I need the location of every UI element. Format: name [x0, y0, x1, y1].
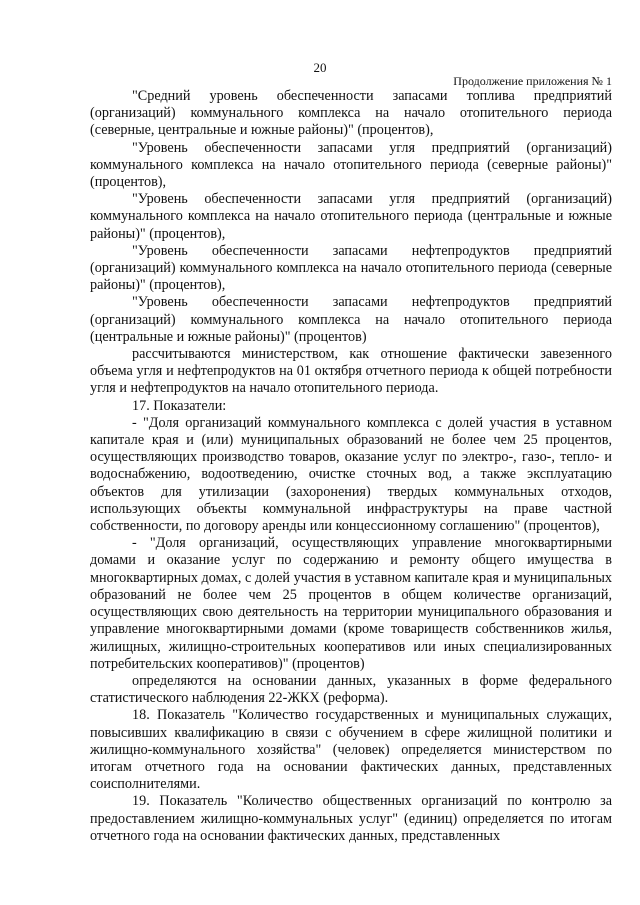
paragraph: "Средний уровень обеспеченности запасами топлива предприятий (организаций) коммунального комплекса на начало отопительного периода (северные, центральные и южные районы)" (процентов),	[90, 88, 612, 139]
paragraph: 18. Показатель "Количество государственных и муниципальных служащих, повысивших квалификацию в связи с обучением в сфере жилищной политики и жилищно-коммунального хозяйства" (человек) определяется министерством по итогам отчетного года на основании фактических данных, представленных соисполнителями.	[90, 707, 612, 793]
paragraph: "Уровень обеспеченности запасами нефтепродуктов предприятий (организаций) коммунального комплекса на начало отопительного периода (северные районы)" (процентов),	[90, 242, 612, 294]
body-text	[90, 88, 612, 845]
paragraph: - "Доля организаций, осуществляющих управление многоквартирными домами и оказание услуг по содержанию и ремонту общего имущества в многоквартирных домах, с долей участия в уставном капитале края и муниципальных образований не более чем 25 процентов в общем количестве организаций, осуществляющих свою деятельность на территории муниципального образования и управление многоквартирными домами (кроме товариществ собственников жилья, жилищных, жилищно-строительных кооперативов или иных специализированных потребительских кооперативов)" (процентов)	[90, 535, 612, 672]
paragraph: "Уровень обеспеченности запасами угля предприятий (организаций) коммунального комплекса на начало отопительного периода (центральные и южные районы)" (процентов),	[90, 191, 612, 242]
paragraph: 17. Показатели:	[132, 397, 227, 414]
page-number: 20	[313, 60, 327, 75]
appendix-continuation-note: Продолжение приложения № 1	[453, 74, 612, 88]
paragraph: рассчитываются министерством, как отношение фактически завезенного объема угля и нефтепродуктов на 01 октября отчетного периода к общей потребности угля и нефтепродуктов на начало отопительного периода.	[90, 346, 612, 397]
paragraph: - "Доля организаций коммунального комплекса с долей участия в уставном капитале края и (или) муниципальных образований не более чем 25 процентов, осуществляющих производство товаров, оказание услуг по электро-, газо-, тепло- и водоснабжению, водоотведению, очистке сточных вод, а также эксплуатацию объектов для утилизации (захоронения) твердых коммунальных отходов, использующих объекты коммунальной инфраструктуры на праве частной собственности, по договору аренды или концессионному соглашению" (процентов),	[90, 414, 612, 535]
paragraph: "Уровень обеспеченности запасами нефтепродуктов предприятий (организаций) коммунального комплекса на начало отопительного периода (центральные и южные районы)" (процентов)	[90, 294, 612, 345]
paragraph: "Уровень обеспеченности запасами угля предприятий (организаций) коммунального комплекса на начало отопительного периода (северные районы)" (процентов),	[90, 139, 612, 191]
paragraph: 19. Показатель "Количество общественных организаций по контролю за предоставлением жилищно-коммунальных услуг" (единиц) определяется по итогам отчетного года на основании фактических данных, представленных	[90, 793, 612, 844]
paragraph: определяются на основании данных, указанных в форме федерального статистического наблюдения 22-ЖКХ (реформа).	[90, 672, 612, 707]
